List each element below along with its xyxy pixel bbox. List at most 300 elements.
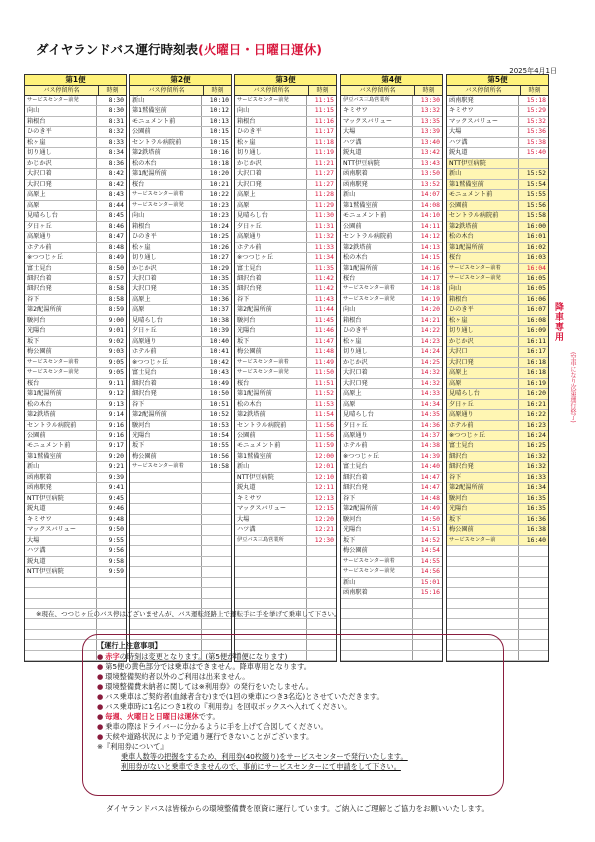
stop-name: 光陽台 [25,326,97,335]
table-row [447,316,548,326]
table-row [25,159,126,169]
table-row [235,619,336,629]
notes-sub-heading: ※『利用券について』 [97,742,168,751]
departure-time: 11:17 [314,127,334,136]
side-note [552,302,588,482]
stop-name: NTT伊豆病院 [25,567,97,576]
departure-time: 12:30 [314,535,334,544]
departure-time: 8:50 [108,263,124,272]
departure-time [202,567,231,576]
table-row [25,379,126,389]
stop-name: 駿河台 [235,316,307,325]
stop-name: 向山 [341,305,413,314]
stop-name [25,588,97,597]
stop-name: サービスセンター前着 [341,557,413,566]
departure-time: 16:00 [526,221,546,230]
stop-name: 谷下 [130,400,202,409]
table-row [25,536,126,546]
stop-name: 第1配湯所前 [341,264,413,273]
departure-time: 8:42 [108,169,124,178]
table-row [25,400,126,410]
table-row [25,264,126,274]
table-row [25,180,126,190]
table-row [341,379,442,389]
stop-name: 箱根台 [25,117,97,126]
table-row [341,284,442,294]
departure-time: 16:25 [526,441,546,450]
stop-name: 公園前 [130,127,202,136]
departure-time [202,536,231,545]
departure-time: 8:30 [108,106,124,115]
departure-time: 15:38 [526,137,546,146]
departure-time: 14:22 [420,326,440,335]
stop-name: ホテル前 [341,441,413,450]
table-row [130,358,231,368]
table-row [447,483,548,493]
table-row [447,452,548,462]
table-row [447,201,548,211]
departure-time: 11:33 [314,242,334,251]
table-row [447,358,548,368]
stop-name: 駿河台 [25,316,97,325]
departure-time: 16:08 [526,315,546,324]
table-row [130,117,231,127]
stop-name: 夕日ヶ丘 [25,222,97,231]
stop-name: ホテル前 [447,421,519,430]
departure-time: 13:32 [420,106,440,115]
stop-name: 松の木台 [447,232,519,241]
stop-name [25,599,97,608]
departure-time: 11:53 [314,399,334,408]
table-row [130,180,231,190]
table-row [235,483,336,493]
stop-name: 細沢台発 [130,389,202,398]
departure-time: 8:30 [108,96,124,104]
stop-name: 見晴らし台 [130,316,202,325]
departure-time [519,546,548,555]
bullet-icon: ● [97,702,104,711]
stop-name: ※つつじヶ丘 [130,358,202,367]
departure-time: 9:59 [108,567,124,576]
time-header: 時刻 [528,87,541,94]
table-row [25,525,126,535]
table-row [130,588,231,598]
stop-name: 鋭丸道 [25,557,97,566]
table-row [130,138,231,148]
stop-name: 夕日ヶ丘 [341,421,413,430]
stop-name: マックスバリュー [341,117,413,126]
departure-time: 14:08 [420,200,440,209]
stop-name: モニュメント前 [130,117,202,126]
departure-time: 16:01 [526,232,546,241]
table-row [130,347,231,357]
departure-time: 8:58 [108,284,124,293]
table-row [130,431,231,441]
table-row [130,557,231,567]
notes-item-text: 環境整備契約者以外のご利用は出来ません。 [105,672,250,681]
table-row [447,232,548,242]
stop-name: 第2鉄塔前 [130,148,202,157]
departure-time: 13:40 [420,137,440,146]
notes-item [97,692,503,702]
departure-time: 10:36 [209,294,229,303]
departure-time: 10:56 [209,451,229,460]
table-row [447,619,548,629]
table-row [341,567,442,577]
departure-time: 10:12 [209,106,229,115]
notes-box [82,634,504,796]
departure-time [202,599,231,608]
departure-time: 13:39 [420,127,440,136]
table-row [235,525,336,535]
table-row [130,494,231,504]
departure-time: 16:23 [526,420,546,429]
table-row [447,138,548,148]
departure-time: 16:05 [526,284,546,293]
notes-item [97,712,503,722]
run-label: 第4便 [341,75,442,86]
stop-name [447,546,519,555]
table-row [235,515,336,525]
departure-time: 14:15 [420,253,440,262]
table-row [341,410,442,420]
table-row [341,232,442,242]
table-row [341,180,442,190]
departure-time: 14:20 [420,305,440,314]
bus-run-1 [24,74,127,662]
departure-time: 14:49 [420,504,440,513]
stop-name: サービスセンター前発 [130,201,202,210]
departure-time: 16:24 [526,431,546,439]
table-row [235,546,336,556]
table-row [130,473,231,483]
table-row [341,106,442,116]
table-row [235,127,336,137]
departure-time: 14:35 [420,410,440,419]
departure-time: 11:56 [314,431,334,439]
notes-item-highlight: 毎週、火曜日と日曜日は運休 [105,712,199,721]
departure-time: 11:47 [314,336,334,345]
departure-time: 16:35 [526,493,546,502]
stop-name: 高原 [341,400,413,409]
notes-item-highlight: 赤字 [105,652,120,661]
stop-name: 大沢口発 [341,379,413,388]
stop-name: ※つつじヶ丘 [235,253,307,262]
stop-name: 松の木台 [341,253,413,262]
stop-name: ひのき平 [341,326,413,335]
table-row [25,515,126,525]
departure-time: 16:33 [526,472,546,481]
table-row [25,347,126,357]
table-row [25,243,126,253]
stop-name: モニュメント前 [235,441,307,450]
departure-time: 11:45 [314,315,334,324]
stop-name: 桜台 [341,274,413,283]
departure-time [202,473,231,482]
departure-time [97,578,126,587]
time-header: 時刻 [106,87,119,94]
table-row [235,305,336,315]
departure-time: 14:24 [420,347,440,356]
departure-time: 8:43 [108,190,124,199]
table-row [25,619,126,629]
stop-name: 細沢台発 [447,462,519,471]
departure-time: 14:55 [420,556,440,565]
departure-time: 8:47 [108,232,124,241]
stop-name: ※つつじヶ丘 [341,452,413,461]
table-row [25,211,126,221]
stop-name [235,546,307,555]
stop-name: モニュメント前 [25,441,97,450]
stop-name: 第1鷲備室前 [447,180,519,189]
stop-name: 高原 [130,305,202,314]
title-main: ダイヤランドバス運行時刻表 [36,42,199,57]
table-row [447,243,548,253]
table-row [235,536,336,546]
table-row [25,389,126,399]
stop-name: キミサワ [25,515,97,524]
table-row [25,127,126,137]
departure-time: 14:38 [420,441,440,450]
table-row [235,462,336,472]
table-row [25,232,126,242]
table-row [447,117,548,127]
departure-time: 14:39 [420,451,440,460]
stop-name: 梅公園前 [130,452,202,461]
departure-time: 11:44 [314,305,334,314]
stop-name: 坂下 [341,536,413,545]
stop-name [235,578,307,587]
side-note-main: 降車専用 [553,302,563,342]
stop-name: キミサワ [235,494,307,503]
departure-time: 14:11 [420,221,440,230]
departure-time: 9:13 [108,399,124,408]
departure-time: 8:42 [108,179,124,188]
table-row [341,494,442,504]
table-row [235,159,336,169]
stop-name: 高原通り [447,410,519,419]
table-row [341,389,442,399]
stop-name: 桜台 [235,379,307,388]
table-row [447,494,548,504]
departure-time [519,640,548,649]
departure-time [97,588,126,597]
table-row [447,106,548,116]
departure-time: 10:39 [209,326,229,335]
table-row [341,609,442,619]
footnote: ※現在、つつじヶ丘のバス停はございませんが、バス運転経路上で運転手に手を挙げて乗車して下さい。 [36,610,341,618]
departure-time: 14:32 [420,368,440,377]
departure-time: 15:40 [526,148,546,157]
stop-name: 見晴らし台 [341,410,413,419]
departure-time: 10:25 [209,232,229,241]
departure-time: 14:12 [420,232,440,241]
table-row [341,536,442,546]
stop-name [447,599,519,608]
stop-name [341,619,413,628]
departure-time [202,494,231,503]
table-row [130,599,231,609]
departure-time: 9:45 [108,493,124,502]
table-row [130,421,231,431]
table-row [341,211,442,221]
departure-time: 11:32 [314,232,334,241]
table-row [235,410,336,420]
table-row [235,599,336,609]
departure-time: 11:16 [314,116,334,125]
stop-name: サービスセンター前発 [447,274,519,283]
table-row [447,127,548,137]
departure-time: 16:17 [526,347,546,356]
stop-name: サービスセンター前 [447,536,519,545]
departure-time: 12:10 [314,472,334,481]
table-row [341,305,442,315]
departure-time [202,557,231,566]
stop-name [447,619,519,628]
departure-time: 11:48 [314,347,334,356]
table-row [447,389,548,399]
table-row [130,619,231,629]
departure-time: 9:12 [108,389,124,398]
stop-name: 大沢口発 [447,358,519,367]
departure-time: 15:58 [526,211,546,220]
stop-name: 高原上 [341,389,413,398]
departure-time: 14:47 [420,472,440,481]
departure-time: 8:44 [108,200,124,209]
stop-name: 第2配湯所前 [25,305,97,314]
stop-name: 谷下 [235,295,307,304]
stop-name: NTT伊豆病院 [341,159,413,168]
stop-name: 第2配湯所前 [235,305,307,314]
table-row [235,389,336,399]
table-row [25,452,126,462]
departure-time: 12:01 [314,462,334,471]
table-row [341,222,442,232]
departure-time [519,599,548,608]
stop-name: 函南駅発 [25,483,97,492]
stop-name: セントラル病院前 [130,138,202,147]
stop-name: サービスセンター前発 [235,368,307,377]
departure-time: 11:28 [314,190,334,199]
departure-time: 14:54 [420,546,440,555]
stop-name [235,567,307,576]
departure-time: 11:51 [314,378,334,387]
departure-time: 10:53 [209,420,229,429]
stop-name: 細沢台 [447,452,519,461]
departure-time: 11:15 [314,106,334,115]
table-row [25,201,126,211]
departure-time: 16:09 [526,326,546,335]
stop-name: かじか沢 [341,358,413,367]
table-row [130,305,231,315]
departure-time [307,588,336,597]
stop-name [130,473,202,482]
stop-name: 松の木台 [235,400,307,409]
notes-item [97,652,503,662]
departure-time: 16:18 [526,368,546,377]
side-note-sub: (空車になり次第運行終了) [569,352,576,423]
bus-run-3 [234,74,337,662]
table-row [130,284,231,294]
stop-name: 高原通り [130,337,202,346]
stop-name: かじか沢 [447,337,519,346]
table-row [235,96,336,106]
departure-time: 9:16 [108,431,124,439]
departure-time [307,599,336,608]
table-row [25,222,126,232]
departure-time: 14:19 [420,294,440,303]
stop-name [130,504,202,513]
stop-name-header: バス停留所名 [447,86,521,95]
stop-name: 第1配湯所前 [447,243,519,252]
table-row [447,536,548,546]
table-row [235,452,336,462]
table-row [130,253,231,263]
stop-name: 第1鷲備室前 [341,201,413,210]
notes-sub-line-2: 利用券がないと乗車できませんので、事前にサービスセンターにて申請をして下さい。 [121,762,401,771]
departure-time [202,578,231,587]
departure-time: 8:33 [108,137,124,146]
stop-name: 公園前 [447,201,519,210]
table-row [447,222,548,232]
stop-name: 桜台 [130,180,202,189]
stop-name: 向山 [447,284,519,293]
table-row [341,169,442,179]
stop-name: 鋭丸道 [235,483,307,492]
departure-time: 9:39 [108,472,124,481]
stop-name: セントラル病院前 [25,421,97,430]
table-row [447,295,548,305]
departure-time: 9:14 [108,410,124,419]
departure-time [519,619,548,628]
table-row [25,473,126,483]
departure-time: 8:34 [108,148,124,157]
stop-name: 切り通し [341,347,413,356]
stop-name [447,578,519,587]
stop-name: ホテル前 [235,243,307,252]
table-row [447,180,548,190]
notes-item [97,702,503,712]
table-row [130,452,231,462]
bullet-icon: ● [97,712,104,721]
departure-time: 8:46 [108,221,124,230]
table-row [341,515,442,525]
column-headers [447,86,548,96]
stop-name: 大沢口発 [130,284,202,293]
departure-time: 15:32 [526,116,546,125]
table-row [447,148,548,158]
table-row [130,159,231,169]
departure-time: 14:18 [420,284,440,293]
bullet-icon: ● [97,732,104,741]
table-row [447,379,548,389]
table-row [130,243,231,253]
table-row [341,578,442,588]
departure-time: 14:33 [420,389,440,398]
departure-time: 10:10 [209,96,229,104]
departure-time: 10:51 [209,399,229,408]
departure-time: 11:21 [314,158,334,167]
table-row [341,316,442,326]
departure-time: 10:37 [209,305,229,314]
stop-name [130,536,202,545]
departure-time: 12:20 [314,514,334,523]
departure-time [202,515,231,524]
table-row [447,441,548,451]
departure-time: 11:27 [314,179,334,188]
stop-name: 新山 [341,190,413,199]
departure-time: 10:40 [209,336,229,345]
